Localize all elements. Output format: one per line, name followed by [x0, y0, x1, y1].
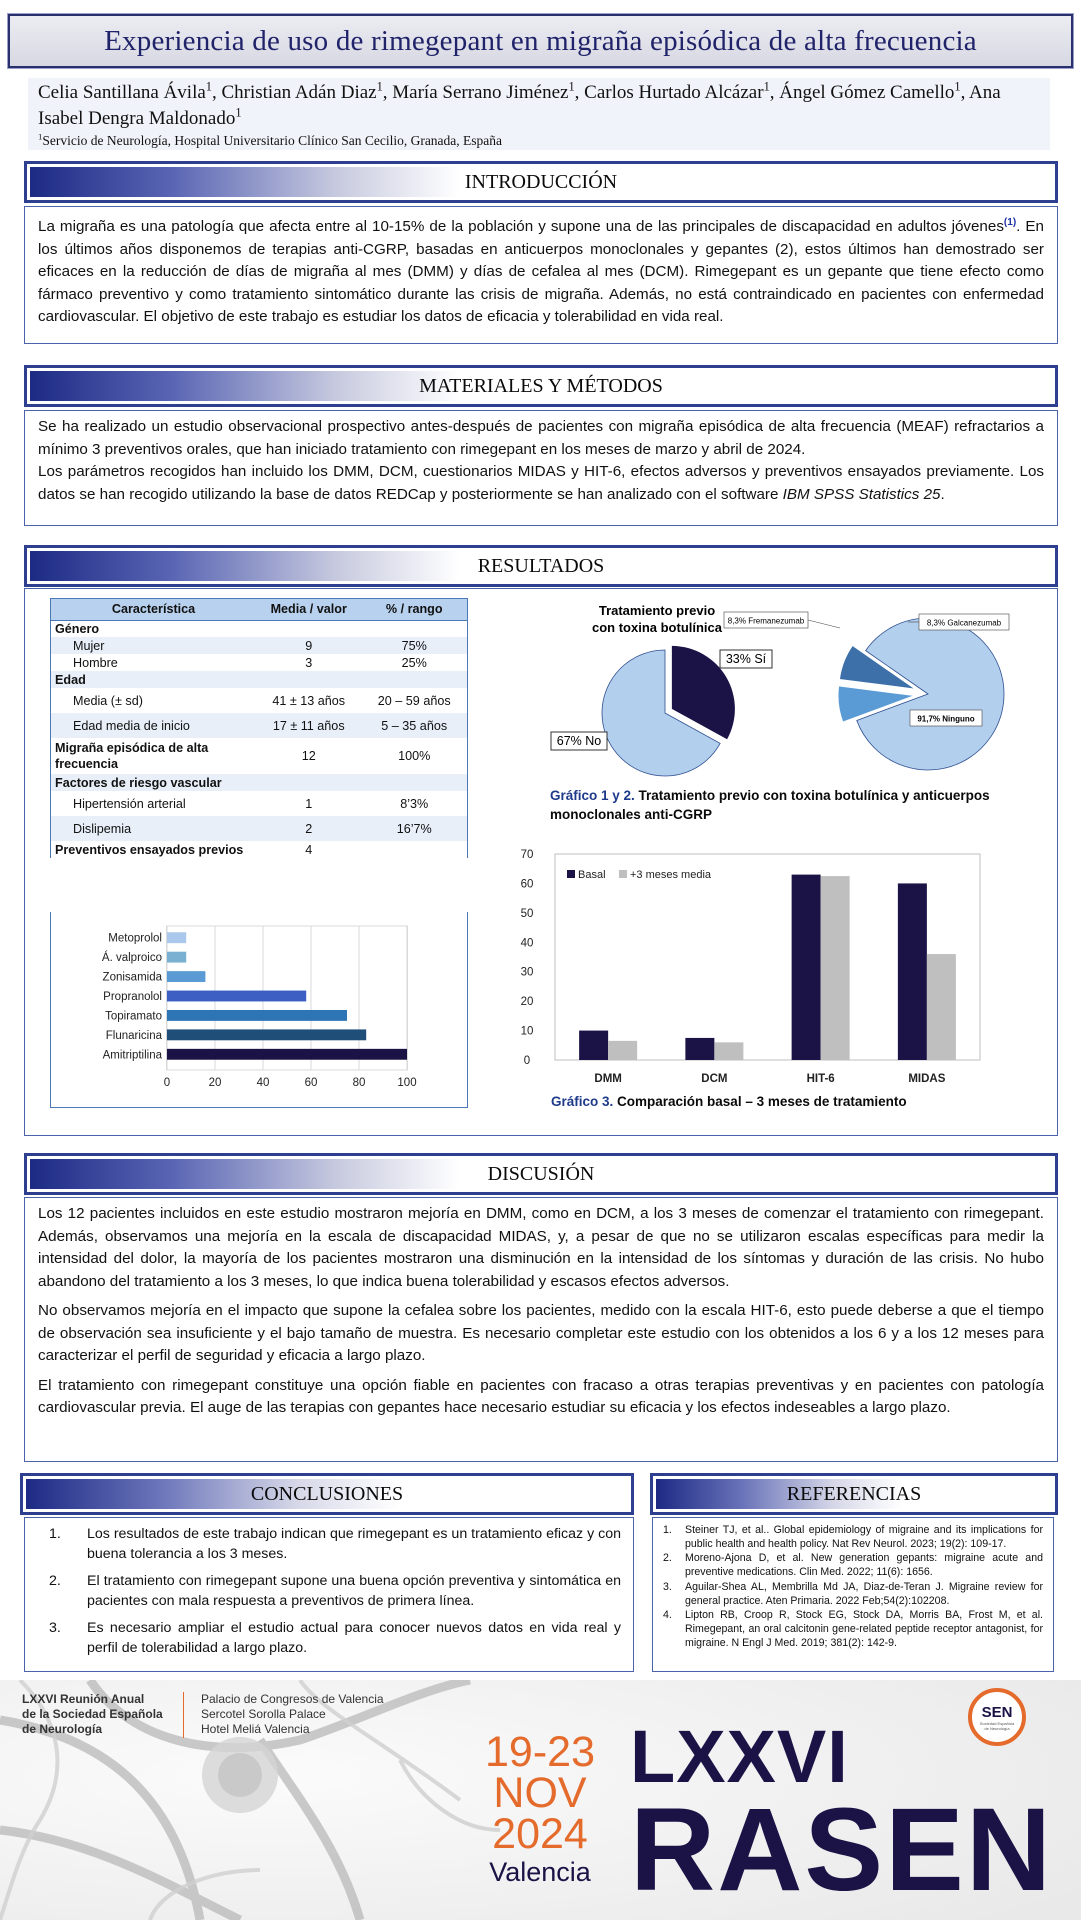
author-separator: , [211, 82, 222, 103]
conclusion-item-text: Los resultados de este trabajo indican que rimegepant es un tratamiento eficaz y con buena tolerancia a los 3 meses. [87, 1526, 621, 1562]
author-sup: 1 [235, 105, 242, 120]
x-tick-label: 40 [256, 1077, 270, 1089]
table-row [51, 671, 467, 688]
bar [167, 971, 205, 982]
methods-heading: MATERIALES Y MÉTODOS [30, 371, 1052, 401]
category-label: Zonisamida [102, 971, 162, 984]
conclusions-heading: CONCLUSIONES [26, 1479, 628, 1509]
event-name: RASEN [630, 1784, 1054, 1916]
y-tick-label: 10 [520, 1025, 534, 1038]
table-cell-label: Preventivos ensayados previos [55, 842, 244, 857]
references-section [652, 1517, 1054, 1672]
table-cell-value [256, 671, 361, 688]
event-edition: LXXVI [630, 1715, 849, 1798]
author-sup: 1 [568, 79, 575, 94]
footer-banner [0, 1680, 1081, 1920]
sen-logo-text: SEN [981, 1704, 1013, 1721]
bar [167, 952, 186, 963]
conclusion-item-text: Es necesario ampliar el estudio actual para conocer nuevos datos en vida real y perfil de tolerabilidad a largo plazo. [87, 1620, 621, 1656]
conclusion-item [37, 1618, 621, 1658]
intro-ref: (1) [1003, 217, 1017, 228]
table-header-rango: % / rango [361, 599, 467, 620]
venue-2: Sercotel Sorolla Palace [201, 1707, 326, 1721]
legend-swatch [567, 870, 575, 878]
table-row [51, 713, 467, 738]
table-cell-label: Hombre [73, 655, 118, 670]
table-cell-label: Hipertensión arterial [73, 796, 186, 811]
characteristics-table [50, 598, 468, 858]
conclusion-item-number: 3. [49, 1620, 61, 1636]
discussion-paragraph-1: Los 12 pacientes incluidos en este estudio mostraron mejoría en DMM, como en DCM, a los 3 meses de comenzar el tratamiento con rimegepant. Además, observamos una mejoría en la escala de discapacidad MIDAS, y, a pesar de que no se utilizaron escalas específicas para medir la intensidad del dolor, la mayoría de los pacientes mostraron una disminución en la intensidad de los síntomas y duración de las crisis. No hubo abandono del tratamiento a los 3 meses, lo que indica buena tolerabilidad y escasos efectos adversos. [38, 1205, 1044, 1290]
bar [167, 1049, 407, 1060]
legend-swatch [619, 870, 627, 878]
pie-value-label: 8,3% Galcanezumab [926, 618, 1002, 628]
author-separator: , [960, 82, 970, 103]
dates-month: NOV [493, 1769, 587, 1817]
event-city: Valencia [489, 1857, 591, 1887]
y-tick-label: 30 [520, 966, 534, 979]
x-tick-label: 60 [304, 1077, 318, 1089]
comparison-chart [515, 842, 995, 1090]
intro-text-a: La migraña es una patología que afecta entre al 10-15% de la población y supone una de las principales de discapacidad en adultos jóvenes [38, 218, 1004, 236]
dates-days: 19-23 [485, 1728, 595, 1776]
methods-header [24, 365, 1058, 407]
pies-caption [550, 786, 1020, 824]
pie-value-label: 67% No [556, 734, 602, 748]
table-row [51, 688, 467, 713]
discussion-heading: DISCUSIÓN [30, 1159, 1052, 1189]
table-cell-range: 25% [401, 655, 427, 670]
intro-section [24, 206, 1058, 344]
methods-section [24, 410, 1058, 526]
conclusion-item [37, 1571, 621, 1611]
bars-caption [551, 1092, 1021, 1111]
bars-caption-text: Comparación basal – 3 meses de tratamiento [613, 1094, 907, 1109]
table-cell-range: 5 – 35 años [361, 713, 467, 738]
bar [898, 883, 927, 1060]
org-line-2: de la Sociedad Española [22, 1707, 163, 1721]
table-cell-label: Media (± sd) [73, 693, 143, 708]
table-cell-range: 8’3% [400, 796, 429, 811]
reference-item [663, 1581, 1043, 1608]
table-row [51, 774, 467, 791]
conclusions-header [20, 1473, 634, 1515]
pies-caption-text: Tratamiento previo con toxina botulínica y anticuerpos monoclonales anti-CGRP [550, 788, 990, 822]
affiliation [38, 133, 1040, 149]
y-tick-label: 50 [520, 907, 534, 920]
author-name: Ángel Gómez Camello [779, 82, 955, 103]
table-cell-value: 3 [305, 655, 313, 670]
table-cell-range: 20 – 59 años [377, 693, 451, 708]
bar [167, 1029, 366, 1040]
discussion-paragraph-2: No observamos mejoría en el impacto que supone la cefalea sobre los pacientes, medido con la escala HIT-6, esto puede deberse a que el tiempo de observación sea insuficiente y el bajo tamaño de muestra. Es necesario completar este estudio con los obtenidos a los 6 y a los 12 meses para caracterizar el perfil de seguridad y eficacia a largo plazo. [38, 1302, 1044, 1364]
discussion-header [24, 1153, 1058, 1195]
table-row [51, 637, 467, 654]
category-label: DCM [701, 1073, 728, 1085]
table-cell-label: Género [55, 621, 100, 636]
conclusion-item-number: 1. [49, 1526, 61, 1542]
table-cell-label: Edad [51, 671, 256, 688]
methods-paragraph-2 [38, 461, 1044, 506]
poster-title-box [8, 14, 1073, 68]
x-tick-label: 20 [208, 1077, 222, 1089]
author-list [38, 80, 1040, 132]
table-cell-label: Migraña episódica de alta frecuencia [55, 741, 209, 771]
references-list [663, 1524, 1043, 1650]
methods-p2-text: Los parámetros recogidos han incluido los DMM, DCM, cuestionarios MIDAS y HIT-6, efectos adversos y preventivos ensayados previamente. Los datos se han recogido utilizando la base de datos REDCap y posteriormente se han analizado con el software [38, 463, 1044, 503]
conclusions-section [24, 1517, 634, 1672]
category-label: DMM [594, 1073, 622, 1085]
reference-item-text: Moreno-Ajona D, et al. New generation gepants: migraine acute and preventive medications. Clin Med. 2022; 11(6): 1656. [685, 1552, 1043, 1579]
table-cell-label: Mujer [51, 637, 256, 654]
intro-header [24, 161, 1058, 203]
discussion-paragraph-3: El tratamiento con rimegepant constituye una opción fiable en pacientes con fracaso a otras terapias preventivas y en pacientes con patología cardiovascular previa. El auge de las terapias con gepantes hace necesario estudiar su eficacia y los efectos indeseables a largo plazo. [38, 1376, 1044, 1416]
table-cell-label: Edad media de inicio [51, 713, 256, 738]
methods-software: IBM SPSS Statistics 25 [782, 485, 941, 503]
authors-block [28, 78, 1050, 150]
category-label: Flunaricina [105, 1029, 162, 1042]
sen-logo-subtext: Sociedad Española de Neurología [979, 1721, 1015, 1731]
author-name: Carlos Hurtado Alcázar [584, 82, 764, 103]
author-name: Ana Isabel Dengra Maldonado [38, 82, 1001, 129]
bars-caption-label: Gráfico 3. [551, 1094, 614, 1109]
conclusion-item [37, 1524, 621, 1564]
category-label: Á. valproico [101, 952, 162, 965]
x-tick-label: 0 [163, 1077, 171, 1089]
bar [792, 875, 821, 1060]
author-sup: 1 [954, 79, 961, 94]
reference-item-text: Aguilar-Shea AL, Membrilla Md JA, Diaz-de-Teran J. Migraine review for general practice. Aten Primaria. 2022 Feb;54(2):102208. [685, 1580, 1043, 1607]
author-separator: , [382, 82, 393, 103]
y-tick-label: 0 [523, 1055, 531, 1067]
category-label: Amitriptilina [102, 1049, 162, 1062]
poster-title: Experiencia de uso de rimegepant en migraña episódica de alta frecuencia [104, 24, 977, 57]
intro-heading: INTRODUCCIÓN [30, 167, 1052, 197]
category-label: Metoprolol [108, 932, 162, 945]
author-sup: 1 [376, 79, 383, 94]
author-name: Celia Santillana Ávila [38, 82, 206, 103]
bar [167, 991, 306, 1002]
table-cell-label: Dislipemia [51, 816, 256, 841]
table-row [51, 791, 467, 816]
table-header-media: Media / valor [256, 599, 361, 620]
table-cell-value [256, 620, 361, 637]
reference-item-number: 1. [663, 1524, 672, 1536]
bar [167, 1010, 347, 1021]
references-header [650, 1473, 1058, 1515]
conclusion-item-text: El tratamiento con rimegepant supone una buena opción preventiva y sintomática en pacientes con mala respuesta a preventivos de primera línea. [87, 1573, 621, 1609]
category-label: Topiramato [105, 1010, 162, 1023]
table-row [51, 841, 467, 858]
affiliation-sup: 1 [38, 131, 43, 142]
pie-title: Tratamiento previo [598, 603, 716, 618]
table-row [51, 620, 467, 637]
table-cell-range [361, 671, 467, 688]
table-cell-range: 100% [398, 749, 431, 763]
leader-line [808, 620, 840, 628]
bar [714, 1042, 743, 1060]
reference-item-number: 4. [663, 1609, 672, 1622]
table-cell-value: 9 [256, 637, 361, 654]
pie-value-label: 33% Sí [725, 652, 767, 666]
pie-charts [540, 598, 1018, 788]
author-separator: , [574, 82, 585, 103]
category-label: MIDAS [908, 1073, 946, 1085]
table-cell-value [256, 774, 361, 791]
reference-item-number: 3. [663, 1580, 672, 1593]
bar [927, 954, 956, 1060]
venue-3: Hotel Meliá Valencia [201, 1722, 310, 1736]
references-heading: REFERENCIAS [656, 1479, 1052, 1509]
x-tick-label: 100 [397, 1077, 417, 1089]
intro-text-b: . En los últimos años disponemos de terapias anti-CGRP, basadas en anticuerpos monoclonales y gepantes (2), estos últimos han demostrado ser eficaces en la reducción de días de migraña al mes (DMM) y días de cefalea al mes (DCM). Rimegepant es un gepante que tiene efecto como fármaco preventivo y como tratamiento sintomático durante las crisis de migraña. Además, no está contraindicado en pacientes con enfermedad cardiovascular. El objetivo de este trabajo es estudiar los datos de eficacia y tolerabilidad en vida real. [38, 218, 1044, 326]
author-sup: 1 [763, 79, 770, 94]
table-cell-value: 12 [301, 749, 316, 763]
results-heading: RESULTADOS [30, 551, 1052, 581]
table-cell-value: 2 [256, 816, 361, 841]
table-row [51, 816, 467, 841]
bar [685, 1038, 714, 1060]
org-line-3: de Neurología [22, 1722, 103, 1736]
reference-item [663, 1552, 1043, 1579]
footer-divider [183, 1692, 184, 1738]
table-cell-range [361, 774, 467, 791]
methods-p2-end: . [940, 485, 945, 503]
table-cell-value: 1 [305, 796, 313, 811]
dates-year: 2024 [492, 1810, 588, 1858]
legend-label: +3 meses media [630, 869, 712, 881]
results-header [24, 545, 1058, 587]
table-row [51, 738, 467, 774]
org-line-1: LXXVI Reunión Anual [22, 1692, 145, 1706]
discussion-section [24, 1197, 1058, 1462]
table-cell-value: 4 [305, 842, 313, 857]
category-label: HIT-6 [806, 1073, 835, 1085]
pie-title: con toxina botulínica [591, 620, 723, 635]
table-cell-value: 17 ± 11 años [256, 713, 361, 738]
footer-venues [201, 1692, 384, 1737]
pies-caption-label: Gráfico 1 y 2. [550, 788, 635, 803]
reference-item [663, 1524, 1043, 1551]
table-cell-range [361, 841, 467, 858]
y-tick-label: 40 [520, 937, 534, 950]
preventives-chart [51, 912, 467, 1108]
table-header-caracteristica: Característica [51, 599, 256, 620]
bar [821, 876, 850, 1060]
reference-item-text: Steiner TJ, et al.. Global epidemiology of migraine and its implications for public health and health policy. Nat Rev Neurol. 2023; 19(2): 109-17. [685, 1524, 1043, 1550]
reference-item-number: 2. [663, 1552, 672, 1565]
category-label: Propranolol [103, 991, 162, 1003]
author-separator: , [769, 82, 780, 103]
preventives-panel [50, 912, 468, 1108]
conclusion-item-number: 2. [49, 1573, 61, 1589]
legend-label: Basal [578, 869, 606, 881]
pie-value-label: 8,3% Fremanezumab [727, 616, 805, 626]
table-cell-value: 41 ± 13 años [272, 693, 346, 708]
y-tick-label: 70 [520, 849, 534, 861]
venue-1: Palacio de Congresos de Valencia [201, 1692, 384, 1706]
table-cell-range: 16’7% [361, 816, 467, 841]
author-name: María Serrano Jiménez [392, 82, 569, 103]
author-name: Christian Adán Diaz [221, 82, 377, 103]
table-cell-range: 75% [361, 637, 467, 654]
bar [167, 932, 186, 943]
conclusions-list [37, 1524, 621, 1658]
sen-logo [968, 1688, 1026, 1746]
table-row [51, 654, 467, 671]
author-sup: 1 [205, 79, 212, 94]
reference-item-text: Lipton RB, Croop R, Stock EG, Stock DA, Morris BA, Frost M, et al. Rimegepant, an oral calcitonin gene-related peptide receptor antagonist, for migraine. N Engl J Med. 2019; 381(2): 142-9. [685, 1609, 1043, 1649]
table-cell-range [361, 620, 467, 637]
bar [608, 1041, 637, 1060]
intro-paragraph [38, 212, 1044, 329]
event-dates [475, 1728, 605, 1888]
affiliation-text: Servicio de Neurología, Hospital Universitario Clínico San Cecilio, Granada, España [42, 133, 503, 148]
y-tick-label: 20 [520, 996, 534, 1009]
reference-item [663, 1609, 1043, 1650]
pie-value-label: 91,7% Ninguno [917, 714, 975, 724]
y-tick-label: 60 [520, 878, 534, 891]
x-tick-label: 80 [352, 1077, 366, 1089]
methods-paragraph-1: Se ha realizado un estudio observacional prospectivo antes-después de pacientes con migraña episódica de alta frecuencia (MEAF) refractarios a mínimo 3 preventivos orales, que han iniciado tratamiento con rimegepant en los meses de marzo y abril de 2024. [38, 418, 1044, 458]
footer-org [22, 1692, 163, 1737]
table-cell-label: Factores de riesgo vascular [51, 774, 256, 791]
bar [579, 1031, 608, 1060]
